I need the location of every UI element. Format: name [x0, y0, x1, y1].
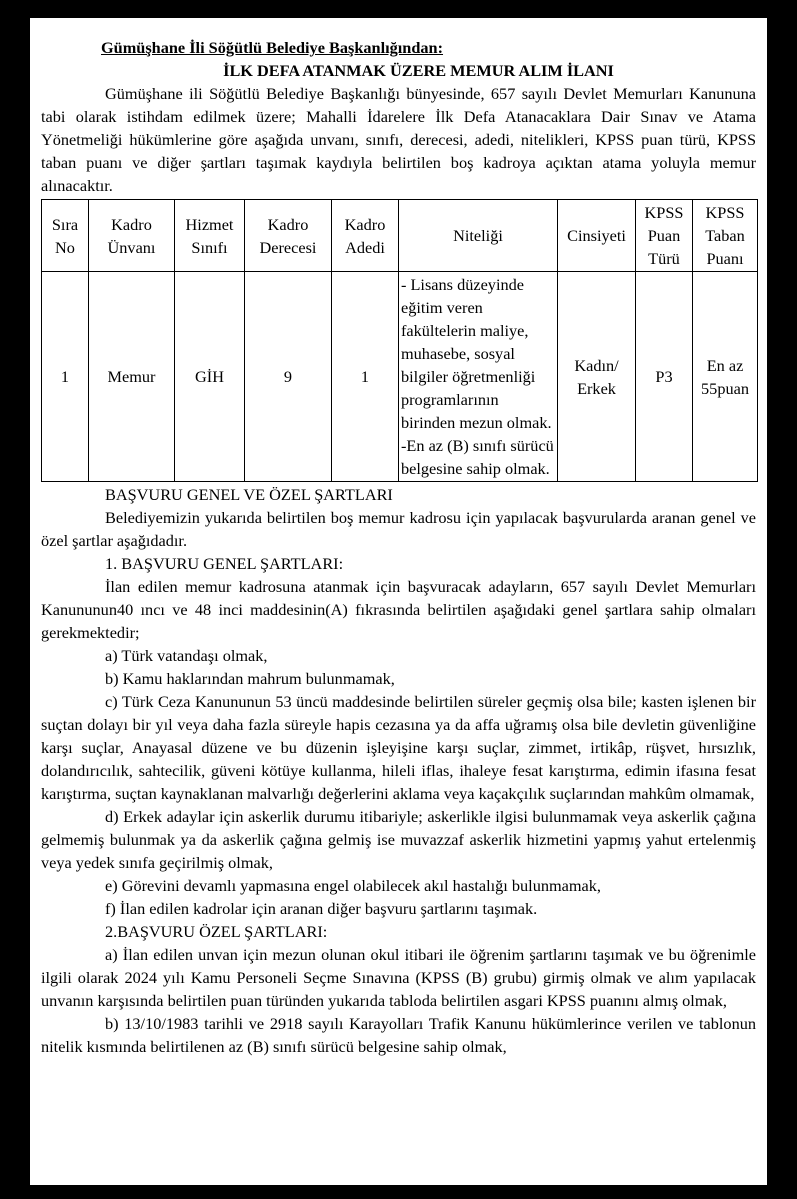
- intro-paragraph: Gümüşhane ili Söğütlü Belediye Başkanlığı bünyesinde, 657 sayılı Devlet Memurları Kanununa tabi olarak istihdam edilmek üzere; Mahalli İdarelere İlk Defa Atanacaklara Dair Sınav ve Atama Yönetmeliği hükümlerine göre aşağıda unvanı, sınıfı, derecesi, adedi, nitelikleri, KPSS puan türü, KPSS taban puanı ve diğer şartları taşımak kaydıyla belirtilen boş kadroya açıktan atama yoluyla memur alınacaktır.: [41, 84, 756, 195]
- table-header-row: [42, 200, 758, 272]
- cell-taban-puan: En az 55puan: [693, 272, 758, 482]
- special-conditions-heading: 2.BAŞVURU ÖZEL ŞARTLARI:: [105, 922, 328, 941]
- cell-derece: 9: [245, 272, 332, 482]
- document-page: [30, 18, 767, 1185]
- list-item: c) Türk Ceza Kanununun 53 üncü maddesinde belirtilen süreler geçmiş olsa bile; kasten işlenen bir suçtan dolayı bir yıl veya daha fazla süreyle hapis cezasına ya da affa uğramış olsa bile devletin güvenliğine karşı suçlar, Anayasal düzene ve bu düzenin işleyişine karşı suçlar, zimmet, irtikâp, rüşvet, hırsızlık, dolandırıcılık, sahtecilik, güveni kötüye kullanma, hileli iflas, ihaleye fesat karıştırma, edimin ifasına fesat karıştırma, suçtan kaynaklanan malvarlığı değerlerini aklama veya kaçakçılık suçlarından mahkûm olmamak,: [41, 692, 756, 803]
- list-item: b) 13/10/1983 tarihli ve 2918 sayılı Karayolları Trafik Kanunu hükümlerince verilen ve tablonun nitelik kısmında belirtilenen az (B) sınıfı sürücü belgesine sahip olmak,: [41, 1014, 756, 1056]
- list-item: f) İlan edilen kadrolar için aranan diğer başvuru şartlarını taşımak.: [105, 899, 538, 918]
- general-conditions-intro: İlan edilen memur kadrosuna atanmak için başvuracak adayların, 657 sayılı Devlet Memurları Kanununun40 ıncı ve 48 inci maddesinin(A) fıkrasında belirtilen aşağıdaki genel şartlara sahip olmaları gerekmektedir;: [41, 577, 756, 642]
- cell-puan-turu: P3: [636, 272, 693, 482]
- list-item: d) Erkek adaylar için askerlik durumu itibariyle; askerlikle ilgisi bulunmamak veya askerlik çağına gelmemiş bulunmak ya da askerlik çağına gelmiş ise muvazzaf askerlik hizmetini yapmış yahut ertelenmiş veya yedek sınıfa geçirilmiş olmak,: [41, 807, 756, 872]
- general-conditions-heading: 1. BAŞVURU GENEL ŞARTLARI:: [105, 554, 344, 573]
- header-unvan: Kadro Ünvanı: [89, 200, 175, 272]
- cell-unvan: Memur: [89, 272, 175, 482]
- cell-sinif: GİH: [175, 272, 245, 482]
- list-item: e) Görevini devamlı yapmasına engel olabilecek akıl hastalığı bulunmamak,: [105, 876, 601, 895]
- header-puan-turu: KPSS Puan Türü: [636, 200, 693, 272]
- header-sira: Sıra No: [42, 200, 89, 272]
- header-taban-puan: KPSS Taban Puanı: [693, 200, 758, 272]
- section-intro: Belediyemizin yukarıda belirtilen boş memur kadrosu için yapılacak başvurularda aranan genel ve özel şartlar aşağıdadır.: [41, 508, 756, 550]
- list-item: b) Kamu haklarından mahrum bulunmamak,: [105, 669, 395, 688]
- cell-sira: 1: [42, 272, 89, 482]
- issuer-title: Gümüşhane İli Söğütlü Belediye Başkanlığından:: [101, 38, 444, 57]
- cell-adet: 1: [332, 272, 399, 482]
- cell-nitelik: - Lisans düzeyinde eğitim veren fakültelerin maliye, muhasebe, sosyal bilgiler öğretmenliği programlarının birinden mezun olmak. -En az (B) sınıfı sürücü belgesine sahip olmak.: [399, 272, 558, 482]
- section-heading: BAŞVURU GENEL VE ÖZEL ŞARTLARI: [105, 485, 393, 504]
- header-cinsiyet: Cinsiyeti: [558, 200, 636, 272]
- list-item: a) İlan edilen unvan için mezun olunan okul itibari ile öğrenim şartlarını taşımak ve bu öğrenimle ilgili olarak 2024 yılı Kamu Personeli Seçme Sınavına (KPSS (B) grubu) girmiş olmak ve alım yapılacak unvanın karşısında belirtilen puan türünden yukarıda tabloda belirtilen asgari KPSS puanını almış olmak,: [41, 945, 756, 1010]
- document-content: [41, 36, 756, 1058]
- cell-cinsiyet: Kadın/ Erkek: [558, 272, 636, 482]
- header-sinif: Hizmet Sınıfı: [175, 200, 245, 272]
- announcement-title: İLK DEFA ATANMAK ÜZERE MEMUR ALIM İLANI: [223, 61, 614, 80]
- position-table: [41, 199, 758, 482]
- table-row: [42, 272, 758, 482]
- header-derece: Kadro Derecesi: [245, 200, 332, 272]
- header-adet: Kadro Adedi: [332, 200, 399, 272]
- list-item: a) Türk vatandaşı olmak,: [105, 646, 268, 665]
- header-nitelik: Niteliği: [399, 200, 558, 272]
